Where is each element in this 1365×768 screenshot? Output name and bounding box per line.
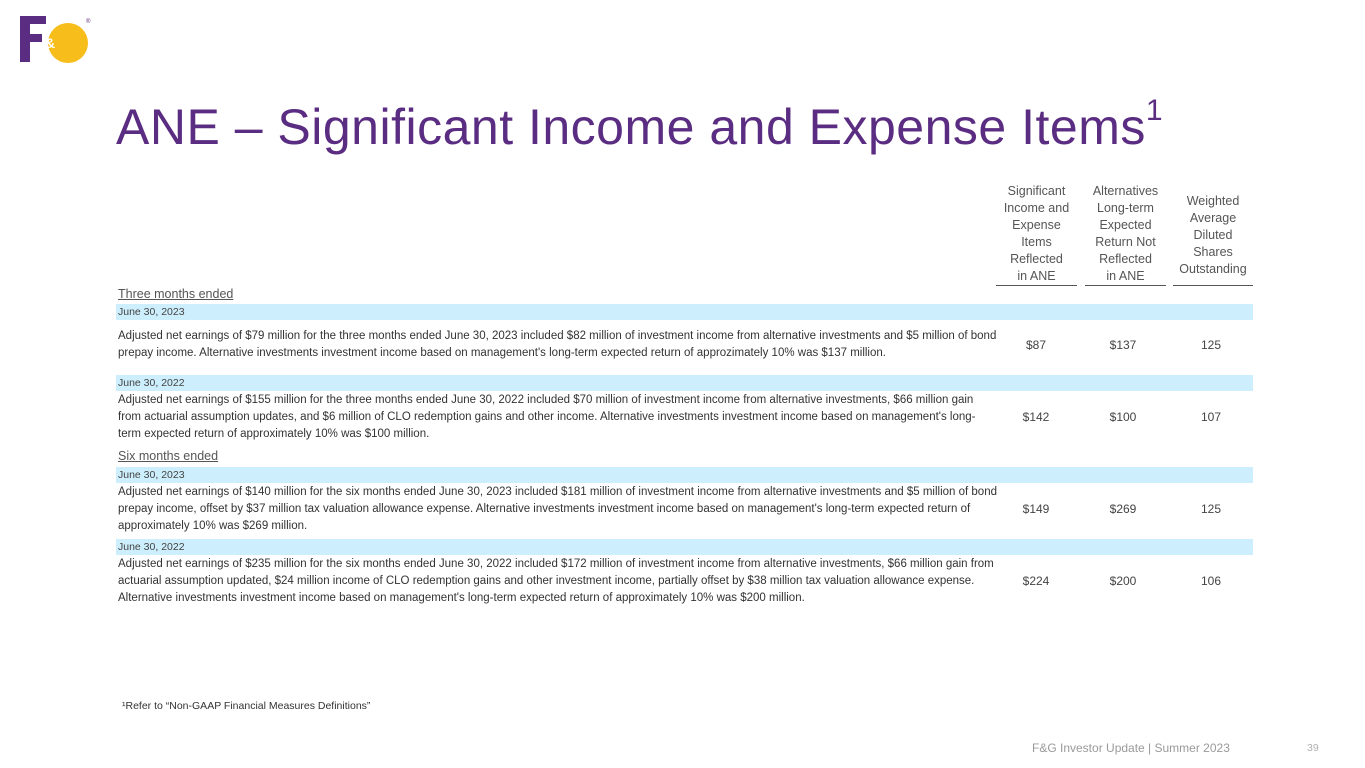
value-significant-items: $142 bbox=[1022, 410, 1050, 424]
row-description: Adjusted net earnings of $155 million for the three months ended June 30, 2022 included $70 million of investment income from alternative investments, $66 million gain from actuarial assumption updates, and $6 million of CLO redemption gains and other income. Alternative investments investment income based on management's long-term expected return of approximately 10% was $100 million. bbox=[118, 394, 976, 440]
value-significant-items: $224 bbox=[1022, 574, 1050, 588]
value-alternatives-return: $269 bbox=[1109, 502, 1137, 516]
page-number: 39 bbox=[1307, 742, 1319, 754]
page-title: ANE – Significant Income and Expense Items$^1$ bbox=[116, 94, 1164, 155]
value-weighted-shares: 125 bbox=[1200, 338, 1222, 352]
footnote: ¹Refer to “Non-GAAP Financial Measures Definitions” bbox=[122, 700, 371, 712]
logo-ampersand: & bbox=[45, 35, 56, 51]
value-significant-items: $87 bbox=[1025, 338, 1047, 352]
section-label-three-months: Three months ended bbox=[118, 287, 234, 301]
column-header-weighted-shares: Weighted Average Diluted Shares Outstanding bbox=[1173, 184, 1253, 286]
row-description: Adjusted net earnings of $79 million for the three months ended June 30, 2023 included $82 million of investment income from alternative investments and $5 million of bond prepay income. Alternative investments investment income based on management's long-term expected return of approzimately 10% was $137 million. bbox=[118, 330, 997, 359]
column-header-significant-items: Significant Income and Expense Items Reflected in ANE bbox=[996, 184, 1077, 286]
period-band: June 30, 2023 bbox=[116, 467, 1253, 483]
value-weighted-shares: 125 bbox=[1200, 502, 1222, 516]
column-header-alternatives-return: Alternatives Long-term Expected Return Not Reflected in ANE bbox=[1085, 184, 1166, 286]
value-alternatives-return: $137 bbox=[1109, 338, 1137, 352]
row-description: Adjusted net earnings of $235 million for the six months ended June 30, 2022 included $172 million of investment income from alternative investments, $66 million gain from actuarial assumption updated, $24 million income of CLO redemption gains and other investment income, partially offset by $38 million tax valuation allowance expense. Alternative investments investment income based on management's long-term expected return of approximately 10% was $200 million. bbox=[118, 558, 994, 604]
svg-text:®: ® bbox=[86, 19, 91, 25]
value-weighted-shares: 106 bbox=[1200, 574, 1222, 588]
value-significant-items: $149 bbox=[1022, 502, 1050, 516]
value-weighted-shares: 107 bbox=[1200, 410, 1222, 424]
section-label-six-months: Six months ended bbox=[118, 449, 219, 463]
fg-logo bbox=[20, 16, 92, 68]
period-band: June 30, 2022 bbox=[116, 375, 1253, 391]
value-alternatives-return: $200 bbox=[1109, 574, 1137, 588]
footer-text: F&G Investor Update | Summer 2023 bbox=[1032, 741, 1230, 755]
period-band: June 30, 2022 bbox=[116, 539, 1253, 555]
period-band: June 30, 2023 bbox=[116, 304, 1253, 320]
row-description: Adjusted net earnings of $140 million for the six months ended June 30, 2023 included $181 million of investment income from alternative investments and $5 million of bond prepay income, offset by $37 million tax valuation allowance expense. Alternative investments investment income based on management's long-term expected return of approximately 10% was $269 million. bbox=[118, 486, 997, 532]
value-alternatives-return: $100 bbox=[1109, 410, 1137, 424]
